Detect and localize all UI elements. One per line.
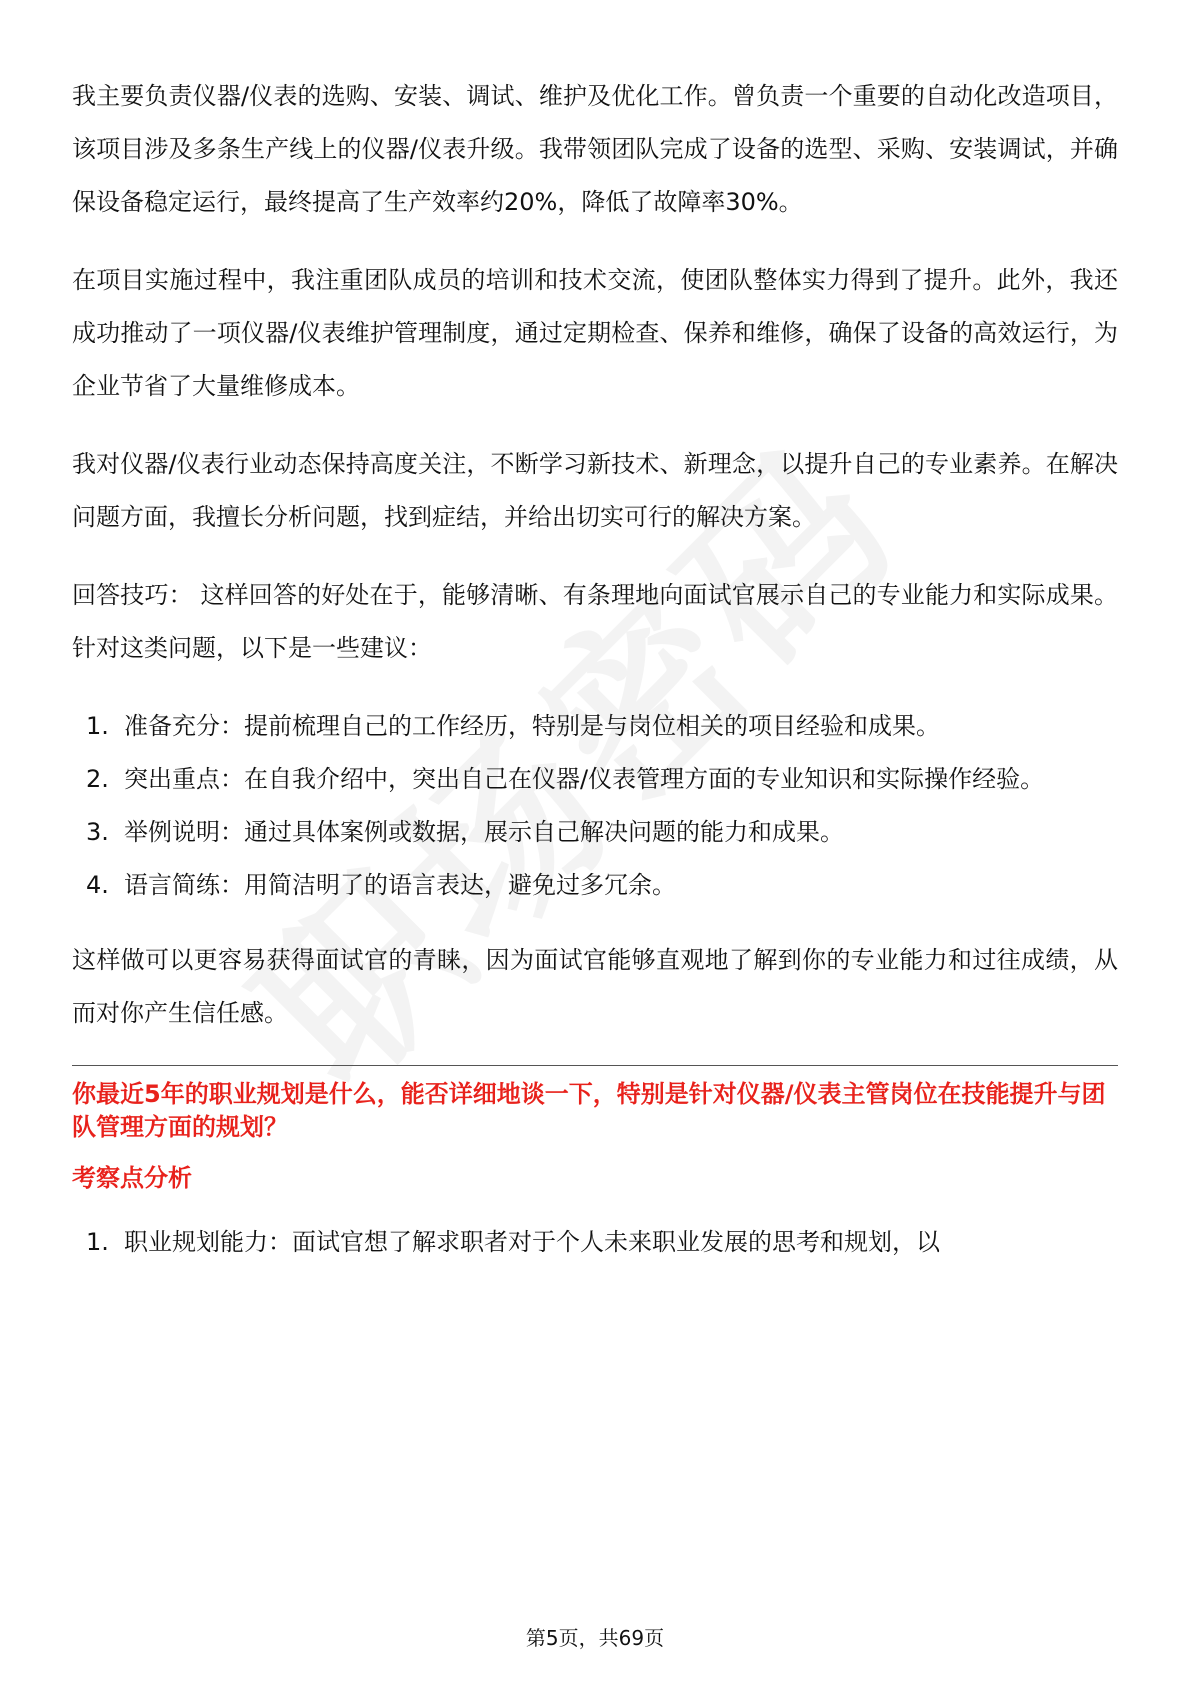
paragraph-team: 在项目实施过程中，我注重团队成员的培训和技术交流，使团队整体实力得到了提升。此外，我还成功推动了一项仪器/仪表维护管理制度，通过定期检查、保养和维修，确保了设备的高效运行，为企业节省了大量维修成本。: [72, 266, 1118, 400]
list-item: [72, 859, 1118, 912]
page-footer: 第5页，共69页: [525, 1626, 665, 1650]
paragraph-closing: 这样做可以更容易获得面试官的青睐，因为面试官能够直观地了解到你的专业能力和过往成绩，从而对你产生信任感。: [72, 946, 1118, 1027]
section-divider: [72, 1065, 1118, 1066]
list-item: [72, 700, 1118, 753]
list-item-text: 举例说明：通过具体案例或数据，展示自己解决问题的能力和成果。: [124, 818, 844, 846]
list-number: 1.: [86, 712, 109, 740]
list-item-text: 语言简练：用简洁明了的语言表达，避免过多冗余。: [124, 871, 676, 899]
section-title: 考察点分析: [72, 1164, 192, 1192]
page-content: [72, 70, 1118, 1291]
list-item-text: 突出重点：在自我介绍中，突出自己在仪器/仪表管理方面的专业知识和实际操作经验。: [124, 765, 1045, 793]
list-number: 1.: [86, 1228, 109, 1256]
tips-list: [72, 700, 1118, 912]
analysis-list: [72, 1216, 1118, 1269]
paragraph-answer-tips: 回答技巧： 这样回答的好处在于，能够清晰、有条理地向面试官展示自己的专业能力和实际成果。针对这类问题，以下是一些建议：: [72, 581, 1118, 662]
paragraph-experience: 我主要负责仪器/仪表的选购、安装、调试、维护及优化工作。曾负责一个重要的自动化改造项目，该项目涉及多条生产线上的仪器/仪表升级。我带领团队完成了设备的选型、采购、安装调试，并确保设备稳定运行，最终提高了生产效率约20%，降低了故障率30%。: [72, 82, 1118, 216]
list-number: 3.: [86, 818, 109, 846]
list-number: 4.: [86, 871, 109, 899]
list-item: [72, 753, 1118, 806]
list-item-text: 准备充分：提前梳理自己的工作经历，特别是与岗位相关的项目经验和成果。: [124, 712, 940, 740]
list-item-text: 职业规划能力：面试官想了解求职者对于个人未来职业发展的思考和规划，以: [124, 1228, 940, 1256]
list-item: [72, 806, 1118, 859]
interview-question: 你最近5年的职业规划是什么，能否详细地谈一下，特别是针对仪器/仪表主管岗位在技能提升与团队管理方面的规划？: [72, 1080, 1106, 1141]
paragraph-industry: 我对仪器/仪表行业动态保持高度关注，不断学习新技术、新理念，以提升自己的专业素养。在解决问题方面，我擅长分析问题，找到症结，并给出切实可行的解决方案。: [72, 450, 1118, 531]
list-number: 2.: [86, 765, 109, 793]
list-item: [72, 1216, 1118, 1269]
